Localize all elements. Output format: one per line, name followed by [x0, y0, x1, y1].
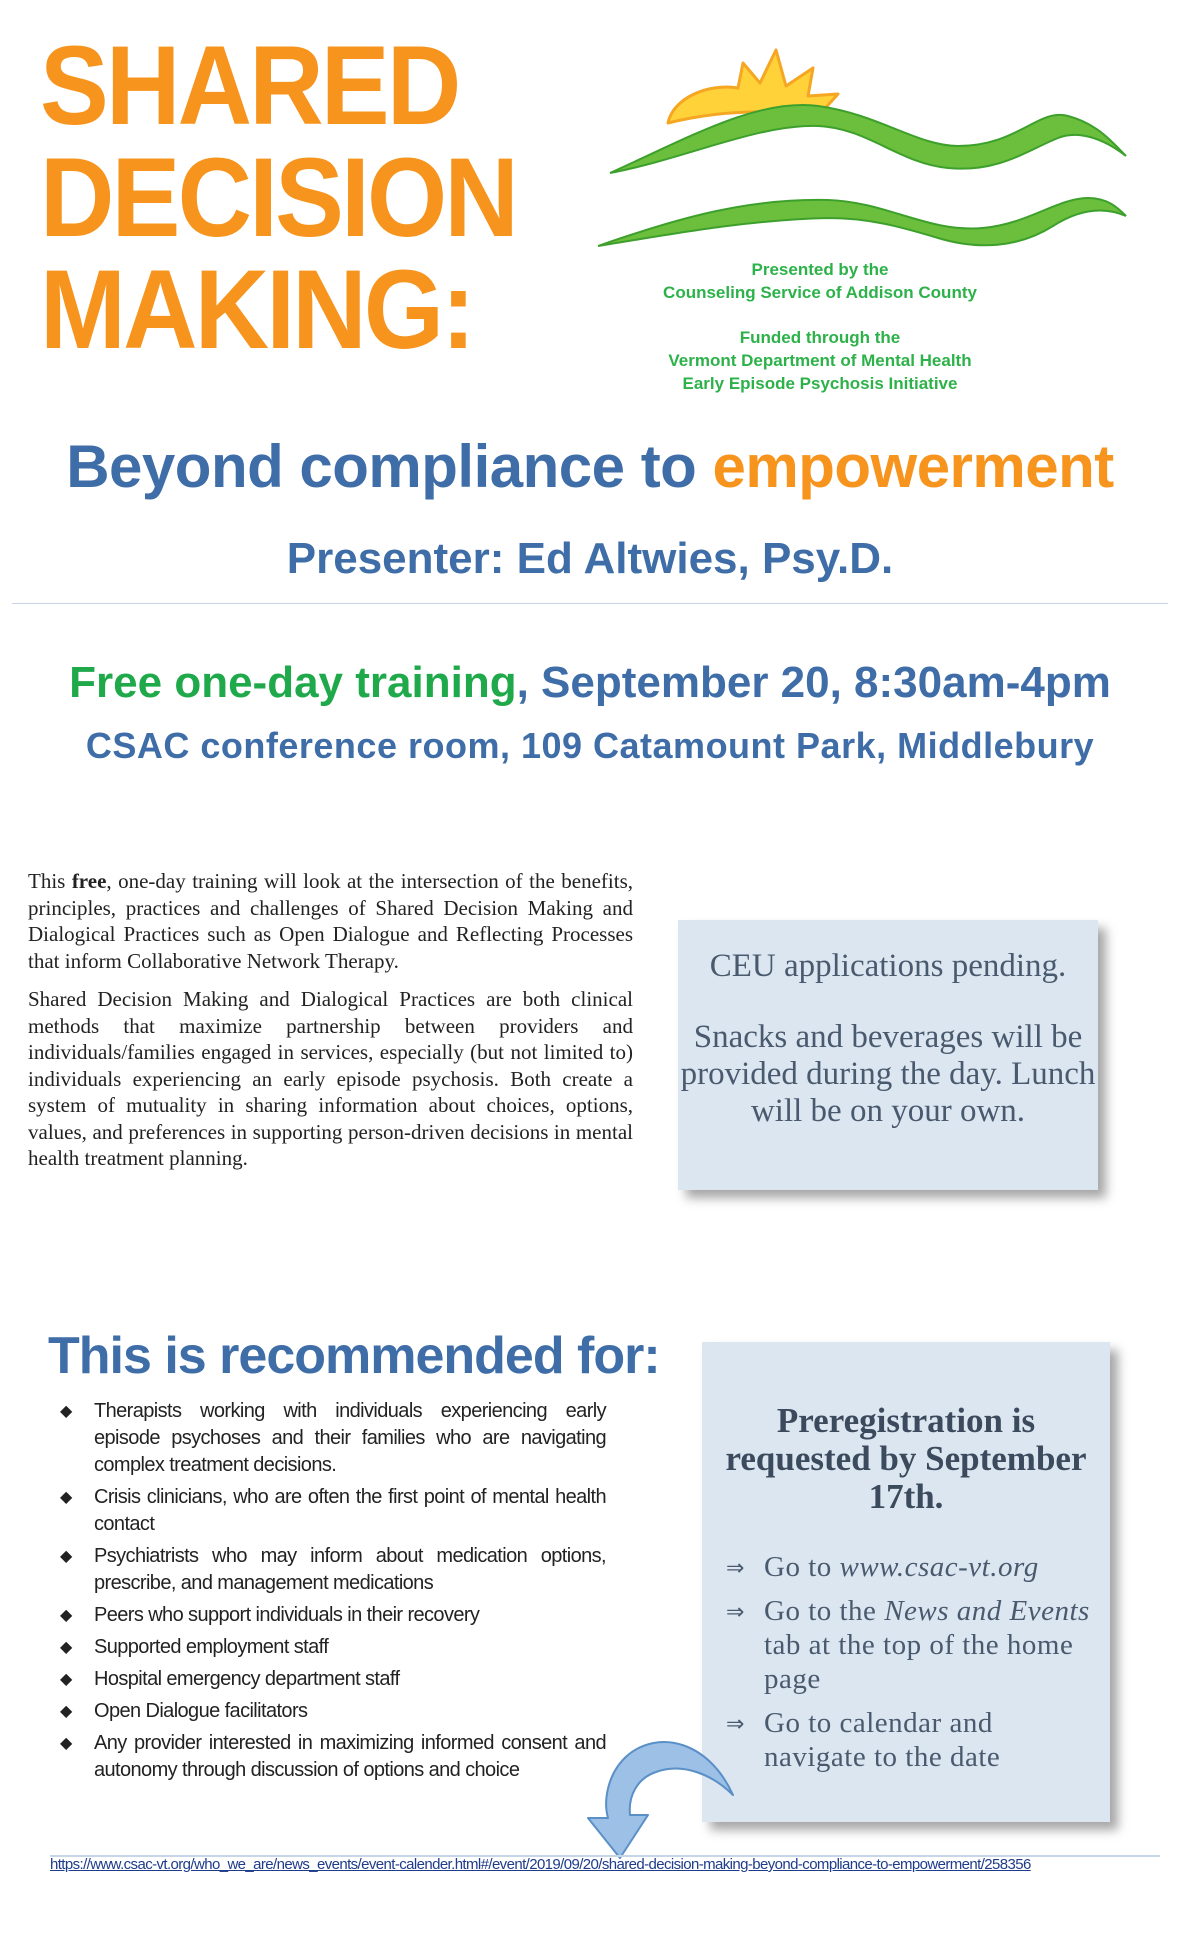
- registration-steps: [702, 1550, 1110, 1774]
- bullet-icon: ◆: [60, 1639, 72, 1656]
- refreshments-text: Snacks and beverages will be provided during the day. Lunch will be on your own.: [680, 1019, 1096, 1129]
- training-free-label: Free one-day training: [69, 658, 517, 707]
- bullet-icon: ◆: [60, 1607, 72, 1624]
- list-item: ◆ Any provider interested in maximizing informed consent and autonomy through discussion of options and choice: [60, 1732, 606, 1781]
- ceu-info-box: [678, 920, 1098, 1190]
- ceu-pending-text: CEU applications pending.: [709, 948, 1067, 984]
- list-item: ◆ Open Dialogue facilitators: [58, 1698, 606, 1725]
- list-item: ◆ Therapists working with individuals experiencing early episode psychoses and their families who are navigating complex treatment decisions.: [60, 1400, 606, 1476]
- funded-by-label: Funded through the: [739, 328, 901, 347]
- list-item: ◆ Crisis clinicians, who are often the first point of mental health contact: [60, 1486, 606, 1535]
- preregistration-box: [702, 1342, 1110, 1822]
- subtitle-part-1: Beyond compliance to: [66, 433, 713, 500]
- arrow-right-icon: ⇒: [726, 1556, 745, 1581]
- training-date: , September 20, 8:30am-4pm: [516, 658, 1111, 707]
- step-item: ⇒ Go to the News and Events tab at the top of the home page: [726, 1595, 1090, 1695]
- bullet-icon: ◆: [60, 1735, 72, 1752]
- presenter-name: Presenter: Ed Altwies, Psy.D.: [286, 534, 894, 583]
- title-line-2: DECISION: [40, 135, 517, 260]
- event-url-link[interactable]: https://www.csac-vt.org/who_we_are/news_events/event-calender.html#/event/2019/09/20/shared-decision-making-beyond-compliance-to-empowerment/258356: [50, 1856, 1031, 1873]
- description-paragraph-2: Shared Decision Making and Dialogical Practices are both clinical methods that maximize partnership between providers and individuals/families engaged in services, especially (but not limited to) individuals experiencing an early episode psychosis. Both create a system of mutuality in sharing information about choices, options, values, and preferences in supporting person-driven decisions in mental health treatment planning.: [28, 987, 633, 1170]
- divider: [12, 603, 1168, 604]
- curved-arrow-icon: [548, 1700, 738, 1860]
- event-subtitle: [0, 432, 1180, 501]
- title-line-1: SHARED: [40, 23, 459, 148]
- recommended-title: This is recommended for:: [48, 1327, 660, 1385]
- list-item: ◆ Hospital emergency department staff: [58, 1666, 606, 1693]
- event-location: CSAC conference room, 109 Catamount Park, Middlebury: [85, 725, 1095, 766]
- bullet-icon: ◆: [60, 1403, 72, 1420]
- list-item: ◆ Supported employment staff: [58, 1634, 606, 1661]
- description-paragraph-1: This free, one-day training will look at the intersection of the benefits, principles, practices and challenges of Shared Decision Making and Dialogical Practices such as Open Dialogue and Reflecting Processes that inform Collaborative Network Therapy.: [28, 869, 633, 973]
- title-line-3: MAKING:: [40, 247, 473, 372]
- recommended-list: [58, 1398, 606, 1789]
- presented-by-label: Presented by the: [751, 260, 889, 279]
- training-date-line: [0, 658, 1180, 708]
- website-link[interactable]: www.csac-vt.org: [839, 1551, 1039, 1583]
- bullet-icon: ◆: [60, 1703, 72, 1720]
- bullet-icon: ◆: [60, 1489, 72, 1506]
- preregistration-heading: Preregistration is requested by September 17th.: [725, 1401, 1087, 1516]
- event-title: [40, 23, 574, 372]
- csac-logo: [598, 28, 1128, 253]
- step-item: ⇒ Go to calendar and navigate to the date: [726, 1707, 1001, 1773]
- list-item: ◆ Psychiatrists who may inform about medication options, prescribe, and management medications: [60, 1545, 606, 1594]
- sponsor-initiative: Early Episode Psychosis Initiative: [682, 374, 958, 393]
- arrow-right-icon: ⇒: [726, 1712, 745, 1737]
- list-item: ◆ Peers who support individuals in their recovery: [58, 1602, 606, 1629]
- step-item: ⇒ Go to www.csac-vt.org: [702, 1550, 1110, 1584]
- arrow-right-icon: ⇒: [726, 1600, 745, 1625]
- bullet-icon: ◆: [60, 1671, 72, 1688]
- sponsor-info: [600, 258, 1040, 395]
- hills-icon: [598, 105, 1126, 246]
- sponsor-dept: Vermont Department of Mental Health: [668, 351, 972, 370]
- bullet-icon: ◆: [60, 1548, 72, 1565]
- description: [28, 868, 633, 1184]
- sponsor-org: Counseling Service of Addison County: [663, 283, 977, 302]
- subtitle-accent: empowerment: [712, 433, 1114, 500]
